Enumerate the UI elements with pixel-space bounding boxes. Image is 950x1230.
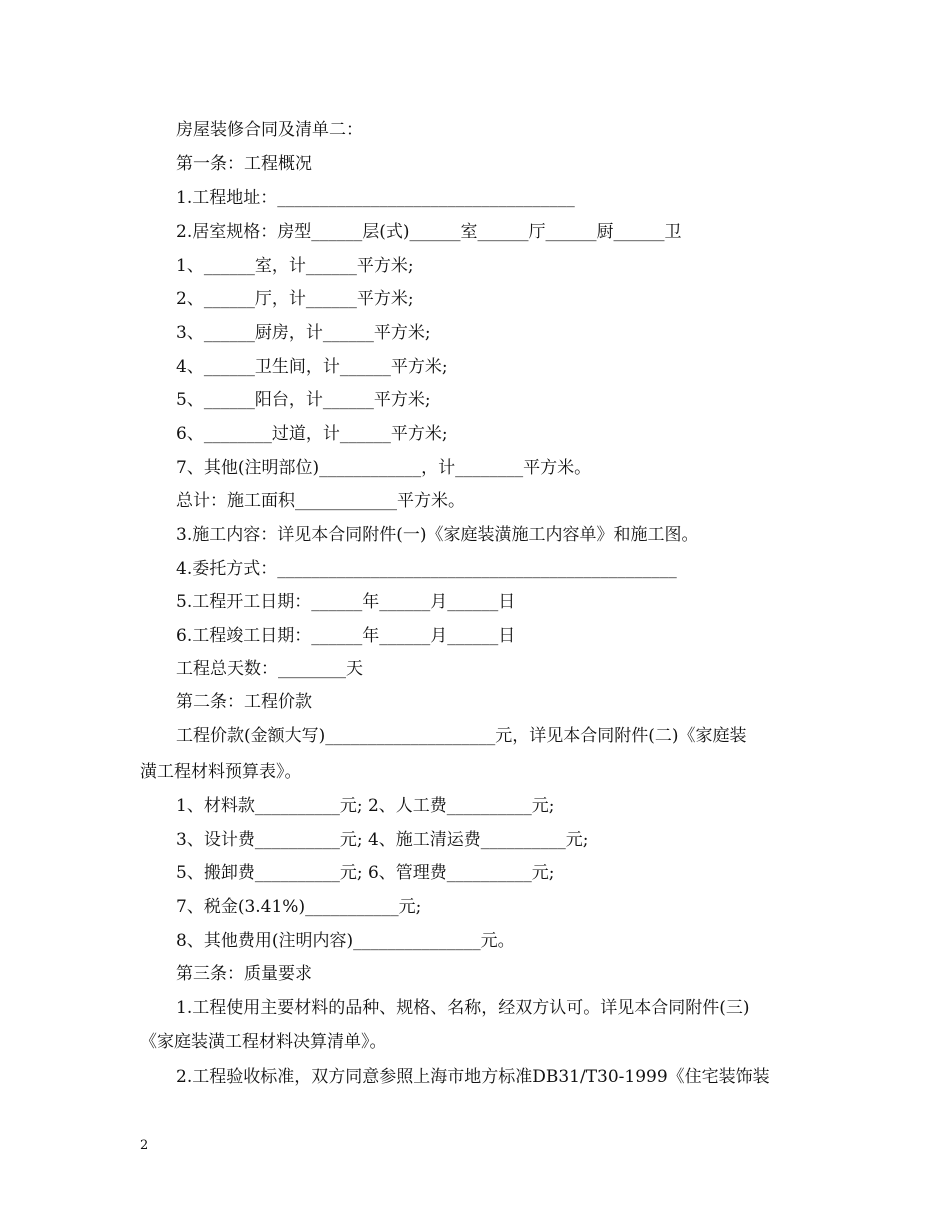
- page-number: 2: [140, 1138, 149, 1153]
- text-line: 4.委托方式：_______________________________________________: [176, 559, 677, 579]
- section-heading-1: 第一条：工程概况: [176, 154, 312, 174]
- text-line: 《家庭装潢工程材料决算清单》。: [140, 1032, 387, 1052]
- text-line: 7、税金(3.41%)___________元;: [176, 897, 422, 917]
- section-heading-3: 第三条：质量要求: [176, 964, 312, 984]
- text-line: 工程价款(金额大写)____________________元，详见本合同附件(二)《家庭装: [176, 726, 747, 746]
- text-line: 2.居室规格：房型______层(式)______室______厅______厨______卫: [176, 222, 682, 242]
- text-line: 4、______卫生间，计______平方米;: [176, 357, 448, 377]
- text-line: 7、其他(注明部位)____________，计________平方米。: [176, 458, 592, 478]
- text-line: 1.工程使用主要材料的品种、规格、名称，经双方认可。详见本合同附件(三): [176, 998, 750, 1018]
- text-line: 6.工程竣工日期：______年______月______日: [176, 626, 516, 646]
- text-line: 6、________过道，计______平方米;: [176, 424, 448, 444]
- text-line: 8、其他费用(注明内容)_______________元。: [176, 931, 515, 951]
- text-line: 2.工程验收标准，双方同意参照上海市地方标准DB31/T30-1999《住宅装饰装: [176, 1067, 770, 1087]
- text-line: 总计：施工面积____________平方米。: [176, 491, 465, 511]
- section-heading-2: 第二条：工程价款: [176, 692, 312, 712]
- text-line: 工程总天数：________天: [176, 659, 363, 679]
- text-line: 5、搬卸费__________元; 6、管理费__________元;: [176, 863, 555, 883]
- text-line: 5.工程开工日期：______年______月______日: [176, 592, 516, 612]
- text-line: 1、材料款__________元; 2、人工费__________元;: [176, 796, 555, 816]
- text-line: 5、______阳台，计______平方米;: [176, 390, 431, 410]
- text-line: 3、设计费__________元; 4、施工清运费__________元;: [176, 830, 589, 850]
- text-line: 1.工程地址：___________________________________: [176, 188, 575, 208]
- text-line: 3.施工内容：详见本合同附件(一)《家庭装潢施工内容单》和施工图。: [176, 525, 699, 545]
- text-line: 潢工程材料预算表》。: [140, 762, 302, 782]
- text-line: 1、______室，计______平方米;: [176, 256, 414, 276]
- text-line: 2、______厅，计______平方米;: [176, 289, 414, 309]
- document-title: 房屋装修合同及清单二：: [176, 120, 363, 140]
- text-line: 3、______厨房，计______平方米;: [176, 323, 431, 343]
